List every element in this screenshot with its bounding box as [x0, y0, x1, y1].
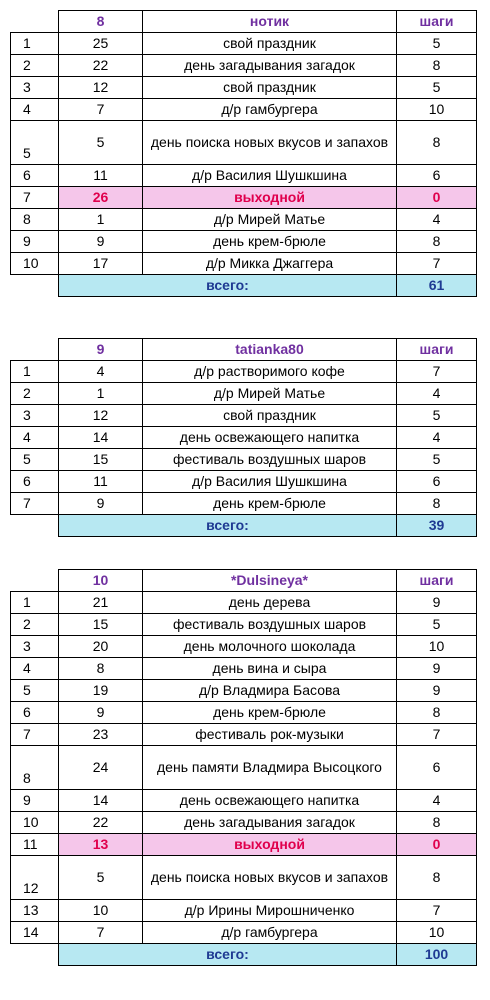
- total-value: 100: [397, 944, 477, 966]
- holiday-name: день крем-брюле: [143, 702, 397, 724]
- table-block-1: [10, 10, 477, 297]
- row-index: 8: [11, 746, 59, 790]
- steps-value: 4: [397, 383, 477, 405]
- holiday-date: 9: [59, 493, 143, 515]
- steps-value: 10: [397, 636, 477, 658]
- table-row: [11, 493, 477, 515]
- row-index: 11: [11, 834, 59, 856]
- holiday-date: 4: [59, 361, 143, 383]
- holiday-date: 14: [59, 427, 143, 449]
- participant-number: 8: [59, 11, 143, 33]
- table-row: [11, 449, 477, 471]
- table-row: [11, 77, 477, 99]
- steps-value: 8: [397, 55, 477, 77]
- steps-value: 7: [397, 900, 477, 922]
- steps-value: 7: [397, 361, 477, 383]
- holiday-date: 12: [59, 405, 143, 427]
- steps-column-header: шаги: [397, 11, 477, 33]
- total-label: всего:: [59, 515, 397, 537]
- total-row: [11, 515, 477, 537]
- participant-name: tatianka80: [143, 339, 397, 361]
- table-row: [11, 856, 477, 900]
- steps-value: 9: [397, 658, 477, 680]
- steps-value: 10: [397, 99, 477, 121]
- row-index: 1: [11, 361, 59, 383]
- holiday-date: 20: [59, 636, 143, 658]
- holiday-name: д/р гамбургера: [143, 99, 397, 121]
- total-value: 39: [397, 515, 477, 537]
- steps-value: 5: [397, 449, 477, 471]
- steps-value: 9: [397, 680, 477, 702]
- holiday-name: день дерева: [143, 592, 397, 614]
- row-index: 5: [11, 449, 59, 471]
- holiday-date: 12: [59, 77, 143, 99]
- table-row: [11, 383, 477, 405]
- holiday-name: д/р Владмира Басова: [143, 680, 397, 702]
- row-index: 13: [11, 900, 59, 922]
- steps-value: 8: [397, 856, 477, 900]
- holiday-date: 13: [59, 834, 143, 856]
- holiday-name: день молочного шоколада: [143, 636, 397, 658]
- table-row: [11, 55, 477, 77]
- table-row: [11, 812, 477, 834]
- table-row: [11, 592, 477, 614]
- holiday-date: 21: [59, 592, 143, 614]
- holiday-name: д/р Микка Джаггера: [143, 253, 397, 275]
- steps-value: 5: [397, 405, 477, 427]
- holiday-date: 17: [59, 253, 143, 275]
- table-row: [11, 680, 477, 702]
- row-index: 6: [11, 471, 59, 493]
- holiday-name: день памяти Владмира Высоцкого: [143, 746, 397, 790]
- table-row: [11, 614, 477, 636]
- table-row: [11, 165, 477, 187]
- row-index: 4: [11, 658, 59, 680]
- steps-value: 6: [397, 746, 477, 790]
- table-row: [11, 33, 477, 55]
- total-label: всего:: [59, 275, 397, 297]
- holiday-date: 5: [59, 121, 143, 165]
- holiday-name: день вина и сыра: [143, 658, 397, 680]
- table-row: [11, 209, 477, 231]
- holiday-date: 9: [59, 231, 143, 253]
- table-row: [11, 427, 477, 449]
- row-index: 14: [11, 922, 59, 944]
- total-row: [11, 944, 477, 966]
- steps-value: 0: [397, 834, 477, 856]
- row-index: 3: [11, 636, 59, 658]
- total-row: [11, 275, 477, 297]
- holiday-name: свой праздник: [143, 77, 397, 99]
- participant-name: нотик: [143, 11, 397, 33]
- total-value: 61: [397, 275, 477, 297]
- row-index: 2: [11, 55, 59, 77]
- table-row: [11, 922, 477, 944]
- header-row: [11, 570, 477, 592]
- steps-value: 7: [397, 253, 477, 275]
- steps-value: 8: [397, 812, 477, 834]
- steps-value: 4: [397, 790, 477, 812]
- holiday-name: свой праздник: [143, 405, 397, 427]
- holiday-name: фестиваль рок-музыки: [143, 724, 397, 746]
- holiday-date: 7: [59, 99, 143, 121]
- table-row: [11, 471, 477, 493]
- holiday-name: фестиваль воздушных шаров: [143, 614, 397, 636]
- steps-table-1: [10, 10, 477, 297]
- table-row: [11, 361, 477, 383]
- holiday-date: 7: [59, 922, 143, 944]
- total-blank-cell: [11, 944, 59, 966]
- table-row: [11, 790, 477, 812]
- holiday-date: 9: [59, 702, 143, 724]
- table-row: [11, 746, 477, 790]
- table-row: [11, 405, 477, 427]
- row-index: 6: [11, 702, 59, 724]
- table-block-2: [10, 338, 477, 537]
- participant-name: *Dulsineya*: [143, 570, 397, 592]
- holiday-date: 23: [59, 724, 143, 746]
- participant-number: 10: [59, 570, 143, 592]
- holiday-date: 11: [59, 165, 143, 187]
- row-index: 2: [11, 614, 59, 636]
- row-index: 1: [11, 592, 59, 614]
- table-row: [11, 636, 477, 658]
- steps-value: 5: [397, 77, 477, 99]
- holiday-date: 8: [59, 658, 143, 680]
- holiday-name: выходной: [143, 187, 397, 209]
- row-index: 9: [11, 790, 59, 812]
- header-row: [11, 11, 477, 33]
- steps-table-2: [10, 338, 477, 537]
- steps-value: 10: [397, 922, 477, 944]
- holiday-date: 10: [59, 900, 143, 922]
- row-index: 5: [11, 680, 59, 702]
- table-row: [11, 99, 477, 121]
- steps-value: 0: [397, 187, 477, 209]
- row-index: 10: [11, 812, 59, 834]
- table-row: [11, 253, 477, 275]
- holiday-name: д/р гамбургера: [143, 922, 397, 944]
- steps-value: 7: [397, 724, 477, 746]
- row-index: 7: [11, 187, 59, 209]
- holiday-date: 15: [59, 449, 143, 471]
- steps-value: 6: [397, 471, 477, 493]
- steps-value: 8: [397, 702, 477, 724]
- row-index: 5: [11, 121, 59, 165]
- steps-table-3: [10, 569, 477, 966]
- holiday-date: 1: [59, 209, 143, 231]
- total-label: всего:: [59, 944, 397, 966]
- holiday-name: день крем-брюле: [143, 493, 397, 515]
- table-row: [11, 121, 477, 165]
- row-index: 3: [11, 77, 59, 99]
- steps-column-header: шаги: [397, 570, 477, 592]
- steps-column-header: шаги: [397, 339, 477, 361]
- row-index: 7: [11, 493, 59, 515]
- holiday-date: 11: [59, 471, 143, 493]
- steps-value: 5: [397, 614, 477, 636]
- steps-value: 8: [397, 493, 477, 515]
- total-blank-cell: [11, 275, 59, 297]
- holiday-name: день освежающего напитка: [143, 790, 397, 812]
- row-index: 8: [11, 209, 59, 231]
- holiday-name: д/р Василия Шушкшина: [143, 471, 397, 493]
- holiday-date: 15: [59, 614, 143, 636]
- holiday-date: 26: [59, 187, 143, 209]
- holiday-name: день поиска новых вкусов и запахов: [143, 856, 397, 900]
- header-blank-cell: [11, 570, 59, 592]
- table-row: [11, 702, 477, 724]
- holiday-name: выходной: [143, 834, 397, 856]
- holiday-date: 14: [59, 790, 143, 812]
- row-index: 4: [11, 99, 59, 121]
- holiday-name: день крем-брюле: [143, 231, 397, 253]
- steps-value: 5: [397, 33, 477, 55]
- row-index: 1: [11, 33, 59, 55]
- day-off-row: [11, 834, 477, 856]
- participant-number: 9: [59, 339, 143, 361]
- holiday-name: д/р Мирей Матье: [143, 209, 397, 231]
- table-row: [11, 724, 477, 746]
- holiday-date: 19: [59, 680, 143, 702]
- holiday-name: д/р Василия Шушкшина: [143, 165, 397, 187]
- header-blank-cell: [11, 339, 59, 361]
- holiday-name: день загадывания загадок: [143, 55, 397, 77]
- holiday-date: 1: [59, 383, 143, 405]
- total-blank-cell: [11, 515, 59, 537]
- table-block-3: [10, 569, 477, 966]
- steps-value: 8: [397, 231, 477, 253]
- header-row: [11, 339, 477, 361]
- holiday-name: день освежающего напитка: [143, 427, 397, 449]
- table-row: [11, 658, 477, 680]
- row-index: 3: [11, 405, 59, 427]
- holiday-date: 22: [59, 812, 143, 834]
- steps-value: 4: [397, 427, 477, 449]
- row-index: 9: [11, 231, 59, 253]
- row-index: 7: [11, 724, 59, 746]
- row-index: 4: [11, 427, 59, 449]
- steps-value: 6: [397, 165, 477, 187]
- row-index: 2: [11, 383, 59, 405]
- table-row: [11, 231, 477, 253]
- steps-value: 4: [397, 209, 477, 231]
- holiday-name: д/р растворимого кофе: [143, 361, 397, 383]
- holiday-date: 25: [59, 33, 143, 55]
- header-blank-cell: [11, 11, 59, 33]
- row-index: 6: [11, 165, 59, 187]
- steps-value: 8: [397, 121, 477, 165]
- row-index: 10: [11, 253, 59, 275]
- holiday-date: 24: [59, 746, 143, 790]
- holiday-name: фестиваль воздушных шаров: [143, 449, 397, 471]
- holiday-name: свой праздник: [143, 33, 397, 55]
- holiday-date: 5: [59, 856, 143, 900]
- holiday-name: д/р Мирей Матье: [143, 383, 397, 405]
- holiday-name: день загадывания загадок: [143, 812, 397, 834]
- holiday-date: 22: [59, 55, 143, 77]
- day-off-row: [11, 187, 477, 209]
- steps-value: 9: [397, 592, 477, 614]
- row-index: 12: [11, 856, 59, 900]
- holiday-name: день поиска новых вкусов и запахов: [143, 121, 397, 165]
- table-row: [11, 900, 477, 922]
- holiday-name: д/р Ирины Мирошниченко: [143, 900, 397, 922]
